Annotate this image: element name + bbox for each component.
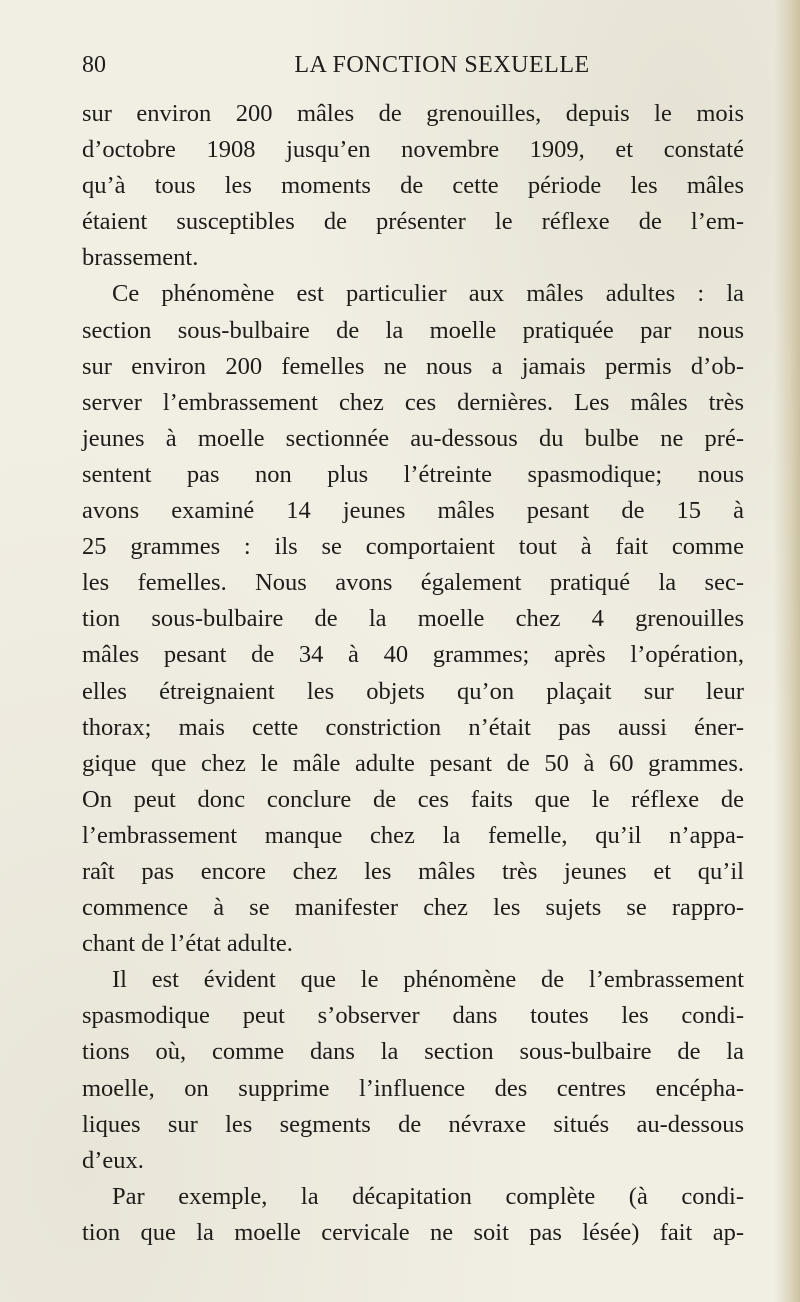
running-title: LA FONCTION SEXUELLE (294, 52, 590, 78)
text-line: tion sous-bulbaire de la moelle chez 4 grenouilles (82, 605, 744, 633)
text-line: sur environ 200 femelles ne nous a jamais permis d’ob- (82, 352, 744, 380)
text-line: Il est évident que le phénomène de l’embrassement (112, 966, 744, 994)
text-line: avons examiné 14 jeunes mâles pesant de 15 à (82, 497, 744, 525)
text-line: On peut donc conclure de ces faits que le réflexe de (82, 785, 744, 813)
text-line: tion que la moelle cervicale ne soit pas lésée) fait ap- (82, 1218, 744, 1246)
text-line: commence à se manifester chez les sujets se rappro- (82, 894, 744, 922)
text-line: sentent pas non plus l’étreinte spasmodique; nous (82, 460, 744, 488)
text-line: étaient susceptibles de présenter le réflexe de l’em- (82, 208, 744, 236)
text-line: d’eux. (82, 1146, 144, 1174)
text-line: elles étreignaient les objets qu’on plaçait sur leur (82, 677, 744, 705)
text-line: tions où, comme dans la section sous-bulbaire de la (82, 1038, 744, 1066)
text-line: jeunes à moelle sectionnée au-dessous du bulbe ne pré- (82, 424, 744, 452)
text-line: liques sur les segments de névraxe situés au-dessous (82, 1110, 744, 1138)
text-line: d’octobre 1908 jusqu’en novembre 1909, et constaté (82, 136, 744, 164)
text-line: l’embrassement manque chez la femelle, qu’il n’appa- (82, 821, 744, 849)
text-line: les femelles. Nous avons également pratiqué la sec- (82, 569, 744, 597)
text-line: Ce phénomène est particulier aux mâles adultes : la (112, 280, 744, 308)
text-line: thorax; mais cette constriction n’était pas aussi éner- (82, 713, 744, 741)
text-line: chant de l’état adulte. (82, 930, 293, 958)
text-line: section sous-bulbaire de la moelle pratiquée par nous (82, 316, 744, 344)
text-line: moelle, on supprime l’influence des centres encépha- (82, 1074, 744, 1102)
page-edge-shadow (774, 0, 800, 1302)
text-line: spasmodique peut s’observer dans toutes les condi- (82, 1002, 744, 1030)
text-line: 25 grammes : ils se comportaient tout à fait comme (82, 533, 744, 561)
text-line: qu’à tous les moments de cette période les mâles (82, 172, 744, 200)
running-header (82, 52, 742, 86)
body-text (82, 96, 744, 1251)
text-line: mâles pesant de 34 à 40 grammes; après l’opération, (82, 641, 744, 669)
text-line: raît pas encore chez les mâles très jeunes et qu’il (82, 857, 744, 885)
text-line: server l’embrassement chez ces dernières. Les mâles très (82, 388, 744, 416)
text-line: brassement. (82, 244, 199, 272)
text-line: Par exemple, la décapitation complète (à condi- (112, 1182, 744, 1210)
page-number: 80 (82, 52, 106, 78)
text-line: sur environ 200 mâles de grenouilles, depuis le mois (82, 100, 744, 127)
text-line: gique que chez le mâle adulte pesant de 50 à 60 grammes. (82, 749, 744, 777)
